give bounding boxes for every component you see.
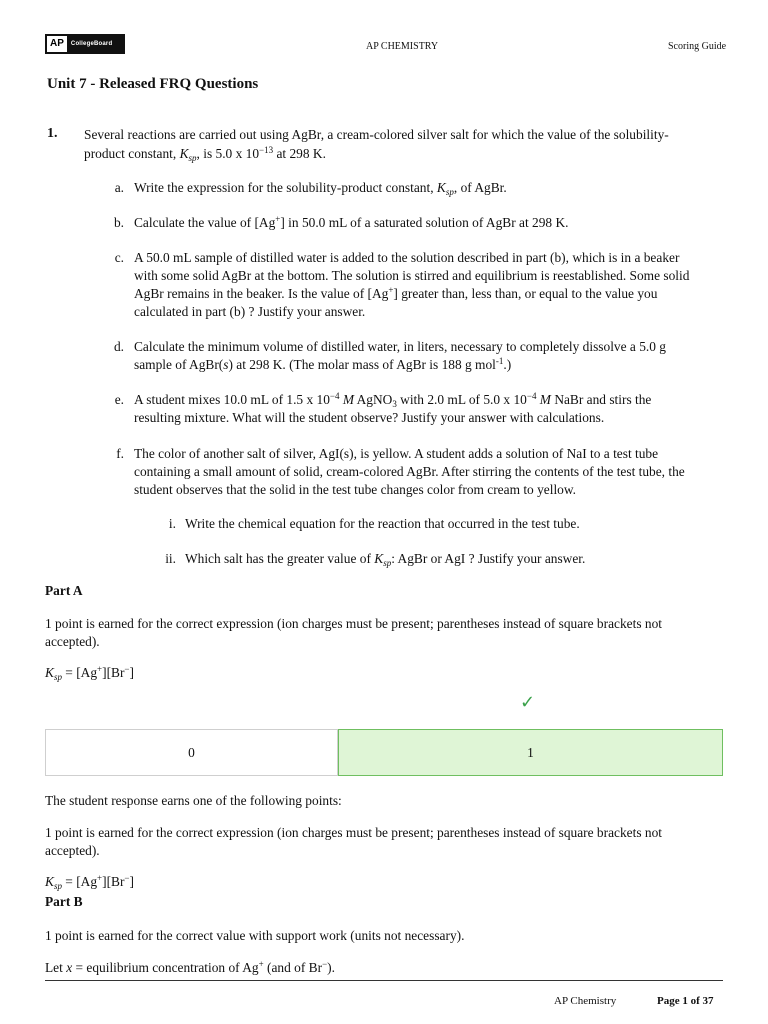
part-e-label: e. <box>114 392 124 407</box>
part-b-let-statement: Let x = equilibrium concentration of Ag+ (and of Br−). <box>45 959 335 975</box>
part-f-ii-text: Which salt has the greater value of $K_{sp}$: AgBr or AgI ? Justify your answer. <box>185 551 586 568</box>
header-scoring-guide: Scoring Guide <box>668 41 727 52</box>
part-b-criterion: 1 point is earned for the correct value with support work (units not necessary). <box>45 928 465 943</box>
earns-statement: The student response earns one of the following points: <box>45 793 342 808</box>
part-e-text: A student mixes 10.0 mL of 1.5 x $10^{-4}$ M AgNO$_3$ with 2.0 mL of 5.0 x $10^{-4}$ M NaBr and stirs the resulting mixture. What will the student observe? Justify your answer with calculations. <box>134 391 652 425</box>
footer-divider <box>45 980 723 981</box>
part-a-text: Write the expression for the solubility-product constant, $K_{sp}$, of AgBr. <box>134 180 507 197</box>
part-f-text: The color of another salt of silver, AgI(s), is yellow. A student adds a solution of NaI to a test tube containing a small amount of solid, cream-colored AgBr. After stirring the contents of the test tube, the student observes that the solid in the test tube changes color from cream to yellow. <box>134 446 685 497</box>
logo-collegeboard-text: CollegeBoard <box>70 41 113 47</box>
earned-point-criterion: 1 point is earned for the correct expression (ion charges must be present; parentheses instead of square brackets not accepted). <box>45 825 663 858</box>
earned-point-expression: $K_{sp} = [Ag^+][Br^-]$ <box>45 873 134 891</box>
part-a-criterion: 1 point is earned for the correct expression (ion charges must be present; parentheses instead of square brackets not accepted). <box>45 616 663 649</box>
part-a-heading: Part A <box>45 583 83 598</box>
part-c-text: A 50.0 mL sample of distilled water is added to the solution described in part (b), which is in a beaker with some solid AgBr at the bottom. The solution is stirred and equilibrium is reestablished. Some solid AgBr remains in the beaker. Is the value of [Ag+] greater than, less than, or equal to the value you calculated in part (b) ? Justify your answer. <box>134 250 690 319</box>
part-d-label: d. <box>113 339 124 354</box>
page-title: Unit 7 - Released FRQ Questions <box>47 76 259 92</box>
part-a-expression: $K_{sp} = [Ag^+][Br^-]$ <box>45 664 134 682</box>
part-f-i-text: Write the chemical equation for the reaction that occurred in the test tube. <box>185 516 580 531</box>
score-option-1[interactable]: 1 <box>338 729 723 776</box>
part-b-heading: Part B <box>45 894 83 909</box>
question-intro-line1: Several reactions are carried out using AgBr, a cream-colored silver salt for which the value of the solubility- <box>84 127 669 142</box>
part-f-label: f. <box>116 446 124 461</box>
footer-course: AP Chemistry <box>554 995 617 1007</box>
part-a-label: a. <box>114 180 124 195</box>
part-b-label: b. <box>113 215 124 230</box>
ap-collegeboard-logo <box>45 34 125 54</box>
footer-page-number: Page 1 of 37 <box>657 995 714 1007</box>
score-selector <box>45 729 723 776</box>
header-title: AP CHEMISTRY <box>366 41 439 52</box>
logo-ap-text: AP <box>47 36 67 52</box>
part-c-label: c. <box>114 250 124 265</box>
question-intro-line2: product constant, $K_{sp}$, is 5.0 x $10^{-13}$ at 298 K. <box>84 145 326 163</box>
part-b-text: Calculate the value of [Ag+] in 50.0 mL of a saturated solution of AgBr at 298 K. <box>134 214 569 230</box>
checkmark-icon: ✓ <box>520 692 536 713</box>
part-d-text: Calculate the minimum volume of distilled water, in liters, necessary to completely dissolve a 5.0 g sample of AgBr(s) at 298 K. (The molar mass of AgBr is 188 g mol$^{-1}$.) <box>134 339 666 372</box>
score-option-0[interactable]: 0 <box>45 729 338 776</box>
question-number: 1. <box>47 126 58 141</box>
part-f-i-label: i. <box>168 516 176 531</box>
part-f-ii-label: ii. <box>165 551 176 566</box>
